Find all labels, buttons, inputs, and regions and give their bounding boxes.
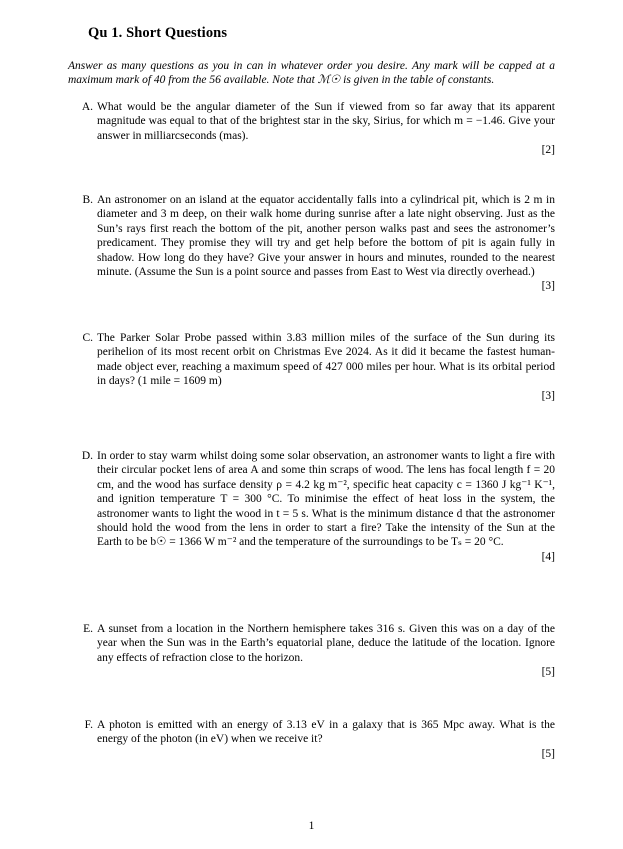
question-text: A photon is emitted with an energy of 3.13 eV in a galaxy that is 365 Mpc away. What is the energy of the photon (in eV) when we receive it?: [97, 719, 555, 746]
question-text: The Parker Solar Probe passed within 3.83 million miles of the surface of the Sun during its perihelion of its most recent orbit on Christmas Eve 2024. As it did it became the fastest human-made object ever, reaching a maximum speed of 427 000 miles per hour. What is its orbital period in days? (1 mile = 1609 m): [97, 332, 555, 388]
question-label: F.: [84, 719, 93, 731]
question-text: An astronomer on an island at the equator accidentally falls into a cylindrical pit, which is 2 m in diameter and 3 m deep, on their walk home during sunrise after a late night observing. Just as the Sun’s rays first reach the bottom of the pit, another person walks past and sees the astronomer’s predicament. They promise they will try and get help before the bottom of pit is again fully in shadow. How long do they have? Give your answer in hours and minutes, rounded to the nearest minute. (Assume the Sun is a point source and passes from East to West via directly overhead.): [97, 194, 555, 279]
marks-badge: [5]: [541, 666, 555, 679]
question-label: A.: [81, 101, 93, 113]
question-item-d: [68, 449, 555, 564]
marks-badge: [4]: [541, 550, 555, 563]
question-text: What would be the angular diameter of the Sun if viewed from so far away that its apparent magnitude was equal to that of the brightest star in the sky, Sirius, for which m = −1.46. Give your answer in milliarcseconds (mas).: [97, 101, 555, 142]
question-label: E.: [83, 623, 93, 635]
question-label: C.: [82, 332, 93, 344]
section-title: Qu 1. Short Questions: [88, 25, 228, 41]
question-text: A sunset from a location in the Northern hemisphere takes 316 s. Given this was on a day of the year when the Sun was in the Earth’s equatorial plane, deduce the latitude of the location. Ignore any effects of refraction close to the horizon.: [97, 623, 555, 664]
marks-badge: [3]: [541, 389, 555, 402]
marks-badge: [5]: [541, 747, 555, 760]
question-item-e: [68, 622, 555, 680]
question-item-a: [68, 100, 555, 158]
marks-badge: [3]: [541, 280, 555, 293]
page-number: 1: [308, 820, 315, 832]
question-item-f: [68, 718, 555, 761]
question-label: D.: [81, 450, 93, 462]
instructions-paragraph: Answer as many questions as you in can in whatever order you desire. Any mark will be capped at a maximum mark of 40 from the 56 available. Note that ℳ☉ is given in the table of constants.: [68, 60, 555, 87]
marks-badge: [2]: [541, 144, 555, 157]
question-label: B.: [82, 194, 93, 206]
question-text: In order to stay warm whilst doing some solar observation, an astronomer wants to light a fire with their circular pocket lens of area A and some thin scraps of wood. The lens has focal length f = 20 cm, and the wood has surface density ρ = 4.2 kg m⁻², specific heat capacity c = 1360 J kg⁻¹ K⁻¹, and ignition temperature T = 300 °C. To minimise the effect of heat loss in the system, the astronomer wants to light the wood in t = 5 s. What is the minimum distance d that the astronomer should hold the wood from the lens in order to start a fire? Take the intensity of the Sun at the Earth to be b☉ = 1366 W m⁻² and the temperature of the surroundings to be Tₛ = 20 °C.: [97, 450, 555, 549]
question-item-b: [68, 193, 555, 294]
question-item-c: [68, 331, 555, 403]
